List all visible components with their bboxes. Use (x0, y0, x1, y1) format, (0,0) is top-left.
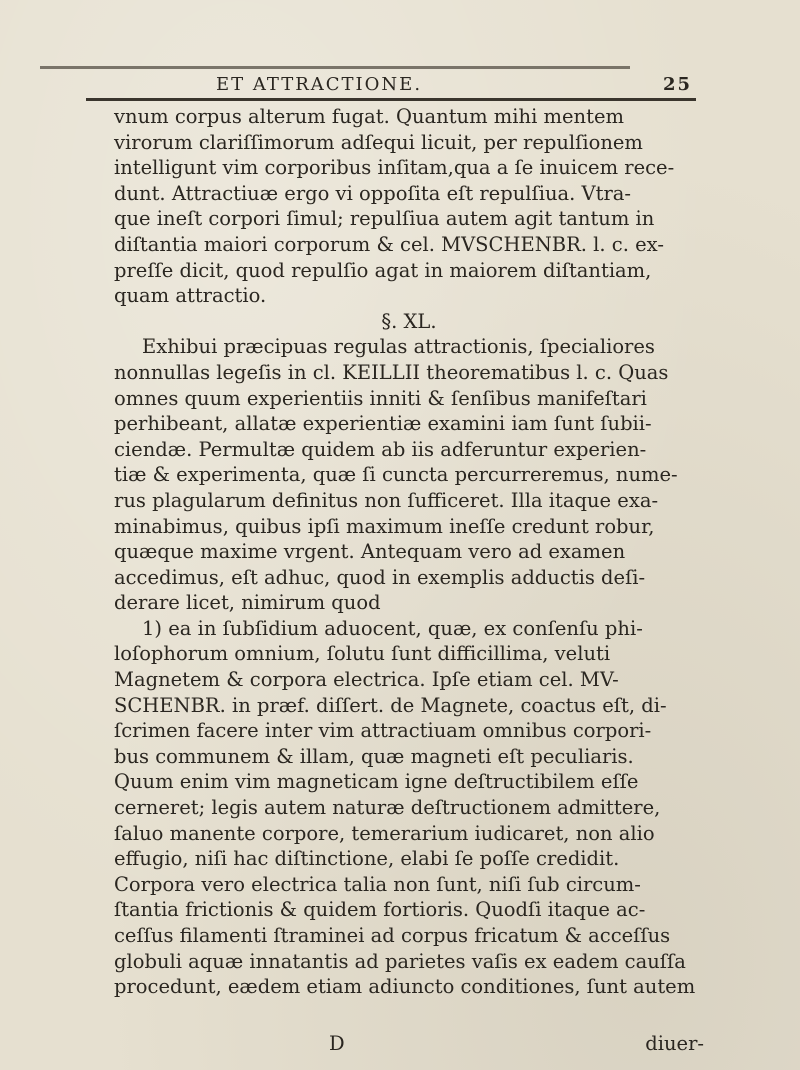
text-line: quæque maxime vrgent. Antequam vero ad examen (114, 540, 626, 564)
text-line: quam attractio. (114, 284, 267, 308)
text-line: diſtantia maiori corporum & cel. MVSCHENBR. l. c. ex- (114, 232, 664, 256)
text-line: ſcrimen facere inter vim attractiuam omnibus corpori- (114, 719, 652, 743)
text-line: Exhibui præcipuas regulas attractionis, ſpecialiores (142, 335, 655, 359)
page-footer (114, 1032, 704, 1058)
text-line: cerneret; legis autem naturæ deſtructionem admittere, (114, 796, 661, 820)
text-line: ceſſus filamenti ſtraminei ad corpus fricatum & acceſſus (114, 924, 671, 947)
text-line: intelligunt vim corporibus inſitam,qua a ſe inuicem rece- (114, 156, 675, 180)
text-line: ſtantia frictionis & quidem fortioris. Quodſi itaque ac- (114, 898, 646, 922)
text-line: tiæ & experimenta, quæ ſi cuncta percurreremus, nume- (114, 463, 678, 487)
text-line: Magnetem & corpora electrica. Ipſe etiam cel. MV- (114, 668, 619, 692)
text-line: perhibeant, allatæ experientiæ examini iam ſunt ſubii- (114, 412, 652, 436)
text-line: ciendæ. Permultæ quidem ab iis adferuntur experien- (114, 437, 647, 461)
text-line: minabimus, quibus ipſi maximum ineſſe credunt robur, (114, 514, 655, 538)
signature-mark: D (329, 1032, 345, 1055)
text-line: omnes quum experientiis inniti & ſenſibus manifeſtari (114, 386, 647, 410)
running-header (96, 74, 696, 100)
running-title: ET ATTRACTIONE. (216, 74, 423, 95)
text-line: bus communem & illam, quæ magneti eſt peculiaris. (114, 744, 634, 768)
text-line: que ineſt corpori ſimul; repulſiua autem agit tantum in (114, 207, 655, 231)
body-text (114, 104, 704, 1000)
text-line: globuli aquæ innatantis ad parietes vaſis ex eadem cauſſa (114, 949, 686, 973)
text-line: ſaluo manente corpore, temerarium iudicaret, non alio (114, 821, 655, 845)
top-decorative-rule (40, 66, 630, 69)
text-line: derare licet, nimirum quod (114, 591, 381, 615)
text-line: 1) ea in ſubſidium aduocent, quæ, ex conſenſu phi- (142, 616, 643, 640)
text-line: effugio, niſi hac diſtinctione, elabi ſe poſſe credidit. (114, 847, 620, 871)
text-line: Quum enim vim magneticam igne deſtructibilem eſſe (114, 770, 639, 794)
text-line: procedunt, eædem etiam adiuncto conditiones, ſunt autem (114, 975, 696, 999)
text-line: accedimus, eſt adhuc, quod in exemplis adductis deſi- (114, 565, 646, 589)
text-line: vnum corpus alterum fugat. Quantum mihi mentem (114, 105, 624, 128)
text-line: SCHENBR. in præf. diſſert. de Magnete, coactus eſt, di- (114, 693, 667, 717)
text-line: Corpora vero electrica talia non ſunt, niſi ſub circum- (114, 872, 641, 896)
section-heading: §. XL. (381, 309, 437, 333)
text-line: virorum clariſſimorum adſequi licuit, per repulſionem (114, 130, 643, 154)
text-line: loſophorum omnium, ſolutu ſunt difficillima, veluti (114, 642, 611, 666)
text-line: nonnullas legeſis in cl. KEILLII theorematibus l. c. Quas (114, 360, 669, 384)
header-rule (86, 98, 696, 101)
page-number: 25 (662, 74, 692, 95)
catchword: diuer- (645, 1032, 704, 1055)
text-line: preſſe dicit, quod repulſio agat in maiorem diſtantiam, (114, 258, 652, 282)
text-line: dunt. Attractiuæ ergo vi oppoſita eſt repulſiua. Vtra- (114, 181, 631, 205)
text-line: rus plagularum definitus non ſufficeret. Illa itaque exa- (114, 488, 659, 512)
